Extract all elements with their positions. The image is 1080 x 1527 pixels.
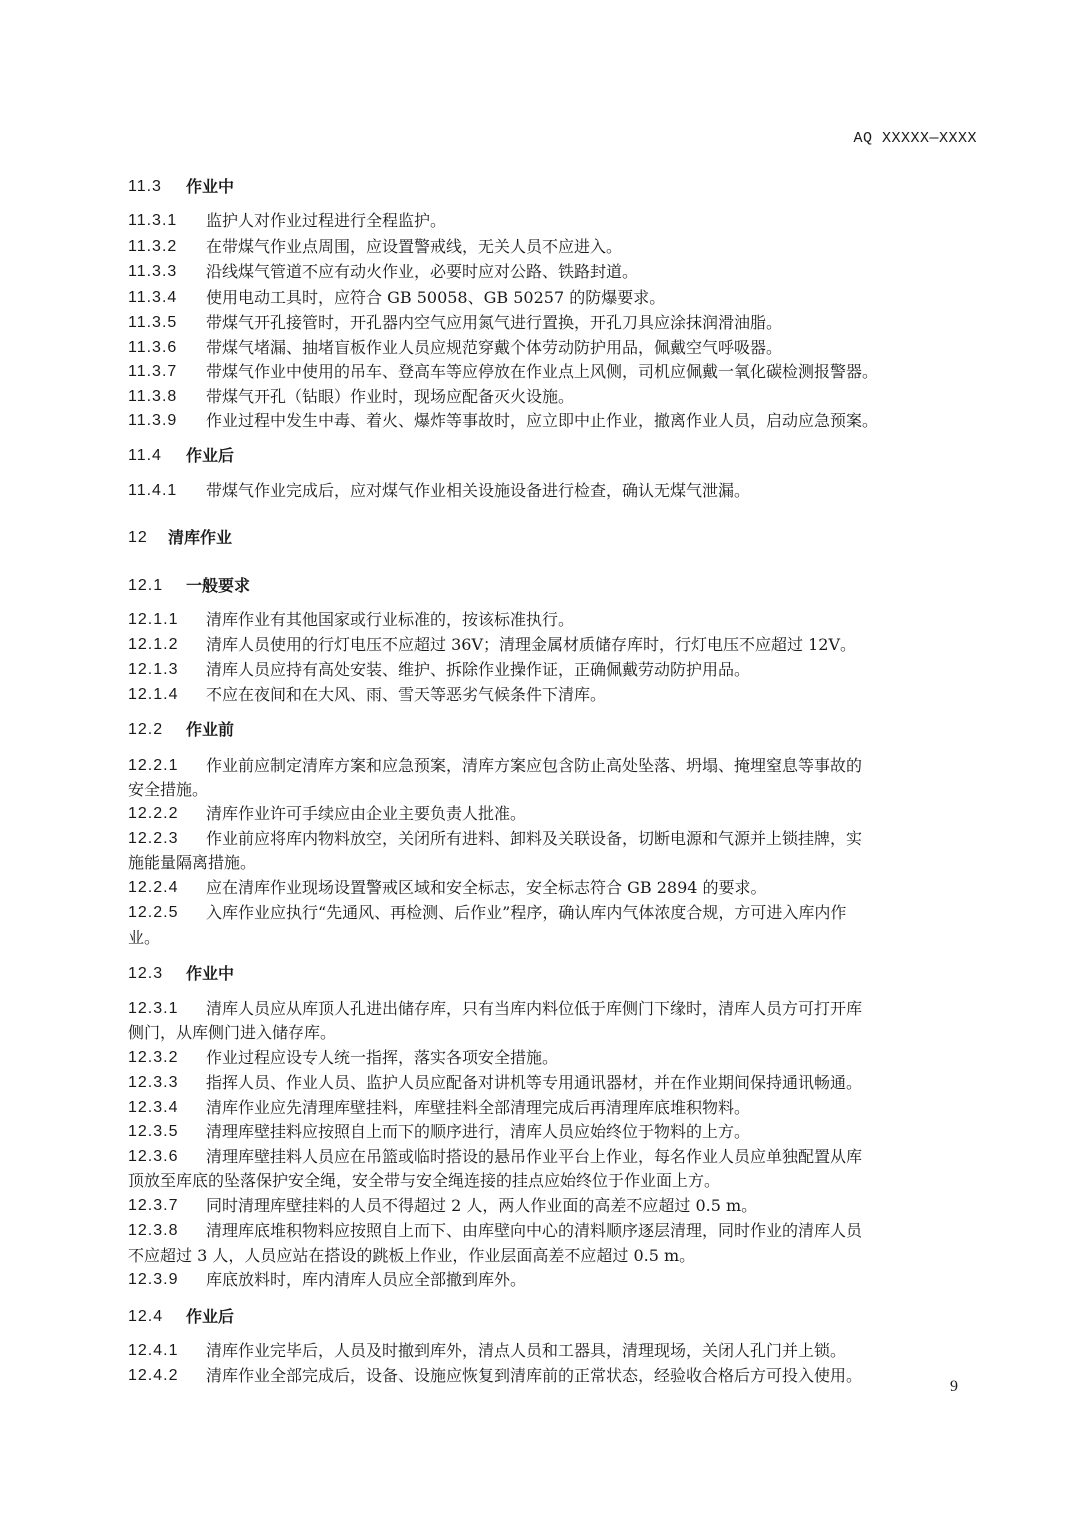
clause-number: 11.3.9 (128, 412, 178, 429)
clause-number: 11.3.1 (128, 212, 178, 229)
clause-text: 作业过程应设专人统一指挥，落实各项安全措施。 (206, 1048, 559, 1067)
section-title: 作业前 (186, 720, 235, 739)
clause-number: 12.2.4 (128, 879, 179, 896)
clause-number: 12.3.1 (128, 1000, 179, 1017)
clause-number: 12.2.5 (128, 904, 179, 921)
clause-text: 清库作业有其他国家或行业标准的，按该标准执行。 (206, 610, 575, 629)
clause-text: 带煤气作业中使用的吊车、登高车等应停放在作业点上风侧，司机应佩戴一氧化碳检测报警器。 (206, 362, 879, 381)
clause-text: 作业过程中发生中毒、着火、爆炸等事故时，应立即中止作业，撤离作业人员，启动应急预案。 (206, 411, 879, 430)
clause-number: 12.4.2 (128, 1367, 179, 1384)
clause-text: 监护人对作业过程进行全程监护。 (206, 211, 447, 230)
clause-text: 作业前应制定清库方案和应急预案，清库方案应包含防止高处坠落、坍塌、掩埋窒息等事故的 (206, 756, 863, 775)
clause-text: 带煤气作业完成后，应对煤气作业相关设施设备进行检查，确认无煤气泄漏。 (206, 481, 751, 500)
section-number: 12.1 (128, 577, 164, 594)
clause-text-continued: 不应超过 3 人，人员应站在搭设的跳板上作业，作业层面高差不应超过 0.5 m。 (128, 1246, 696, 1265)
clause-number: 11.3.7 (128, 363, 178, 380)
section-number: 12.4 (128, 1308, 164, 1325)
clause-text: 带煤气开孔接管时，开孔器内空气应用氮气进行置换，开孔刀具应涂抹润滑油脂。 (206, 313, 783, 332)
clause-text: 使用电动工具时，应符合 GB 50058、GB 50257 的防爆要求。 (206, 288, 666, 307)
clause-text: 带煤气堵漏、抽堵盲板作业人员应规范穿戴个体劳动防护用品，佩戴空气呼吸器。 (206, 338, 783, 357)
document-code: AQ XXXXX—XXXX (853, 130, 977, 147)
clause-number: 12.3.2 (128, 1049, 179, 1066)
clause-text: 入库作业应执行“先通风、再检测、后作业”程序，确认库内气体浓度合规，方可进入库内作 (206, 903, 847, 922)
clause-text: 清库人员应持有高处安装、维护、拆除作业操作证，正确佩戴劳动防护用品。 (206, 660, 751, 679)
section-title: 作业后 (186, 446, 235, 465)
clause-text: 指挥人员、作业人员、监护人员应配备对讲机等专用通讯器材，并在作业期间保持通讯畅通。 (206, 1073, 863, 1092)
clause-text: 清库人员使用的行灯电压不应超过 36V；清理金属材质储存库时，行灯电压不应超过 12V。 (206, 635, 857, 654)
clause-text: 带煤气开孔（钻眼）作业时，现场应配备灭火设施。 (206, 387, 575, 406)
section-number: 12.3 (128, 965, 164, 982)
clause-text-continued: 侧门，从库侧门进入储存库。 (128, 1023, 337, 1042)
clause-text: 应在清库作业现场设置警戒区域和安全标志，安全标志符合 GB 2894 的要求。 (206, 878, 767, 897)
clause-number: 12.3.9 (128, 1271, 179, 1288)
clause-text: 清库作业应先清理库壁挂料，库壁挂料全部清理完成后再清理库底堆积物料。 (206, 1098, 751, 1117)
chapter-number: 12 (128, 529, 148, 546)
clause-text-continued: 施能量隔离措施。 (128, 853, 257, 872)
clause-number: 11.3.4 (128, 289, 178, 306)
clause-text: 不应在夜间和在大风、雨、雪天等恶劣气候条件下清库。 (206, 685, 607, 704)
clause-text: 同时清理库壁挂料的人员不得超过 2 人，两人作业面的高差不应超过 0.5 m。 (206, 1196, 758, 1215)
clause-number: 11.3.5 (128, 314, 178, 331)
section-number: 11.3 (128, 178, 162, 195)
clause-number: 12.3.5 (128, 1123, 179, 1140)
clause-number: 12.1.3 (128, 661, 179, 678)
clause-text-continued: 业。 (128, 928, 161, 947)
clause-text: 清理库壁挂料应按照自上而下的顺序进行，清库人员应始终位于物料的上方。 (206, 1122, 751, 1141)
section-title: 作业后 (186, 1307, 235, 1326)
clause-text: 在带煤气作业点周围，应设置警戒线，无关人员不应进入。 (206, 237, 623, 256)
section-title: 作业中 (186, 964, 235, 983)
clause-number: 12.1.4 (128, 686, 179, 703)
clause-text: 库底放料时，库内清库人员应全部撤到库外。 (206, 1270, 527, 1289)
clause-number: 12.2.1 (128, 757, 179, 774)
clause-number: 12.2.2 (128, 805, 179, 822)
clause-number: 12.4.1 (128, 1342, 179, 1359)
clause-text: 沿线煤气管道不应有动火作业，必要时应对公路、铁路封道。 (206, 262, 639, 281)
clause-number: 12.1.2 (128, 636, 179, 653)
section-title: 作业中 (186, 177, 235, 196)
page-number: 9 (950, 1378, 958, 1395)
clause-number: 11.4.1 (128, 482, 178, 499)
section-number: 11.4 (128, 447, 162, 464)
clause-number: 12.3.6 (128, 1148, 179, 1165)
section-title: 一般要求 (186, 576, 251, 595)
clause-number: 12.3.4 (128, 1099, 179, 1116)
section-number: 12.2 (128, 721, 164, 738)
clause-text: 清库作业完毕后，人员及时撤到库外，清点人员和工器具，清理现场，关闭人孔门并上锁。 (206, 1341, 847, 1360)
clause-text: 作业前应将库内物料放空，关闭所有进料、卸料及关联设备，切断电源和气源并上锁挂牌，实 (206, 829, 863, 848)
clause-text-continued: 顶放至库底的坠落保护安全绳，安全带与安全绳连接的挂点应始终位于作业面上方。 (128, 1171, 721, 1190)
clause-text: 清理库壁挂料人员应在吊篮或临时搭设的悬吊作业平台上作业，每名作业人员应单独配置从库 (206, 1147, 863, 1166)
clause-number: 12.2.3 (128, 830, 179, 847)
clause-number: 12.3.8 (128, 1222, 179, 1239)
clause-number: 11.3.2 (128, 238, 178, 255)
clause-number: 11.3.8 (128, 388, 178, 405)
clause-text: 清理库底堆积物料应按照自上而下、由库壁向中心的清料顺序逐层清理，同时作业的清库人员 (206, 1221, 863, 1240)
clause-text-continued: 安全措施。 (128, 780, 209, 799)
clause-text: 清库作业许可手续应由企业主要负责人批准。 (206, 804, 527, 823)
clause-number: 11.3.3 (128, 263, 178, 280)
clause-number: 12.3.3 (128, 1074, 179, 1091)
chapter-title: 清库作业 (168, 528, 233, 547)
clause-text: 清库作业全部完成后，设备、设施应恢复到清库前的正常状态，经验收合格后方可投入使用。 (206, 1366, 863, 1385)
clause-text: 清库人员应从库顶人孔进出储存库，只有当库内料位低于库侧门下缘时，清库人员方可打开库 (206, 999, 863, 1018)
clause-number: 11.3.6 (128, 339, 178, 356)
clause-number: 12.1.1 (128, 611, 179, 628)
clause-number: 12.3.7 (128, 1197, 179, 1214)
